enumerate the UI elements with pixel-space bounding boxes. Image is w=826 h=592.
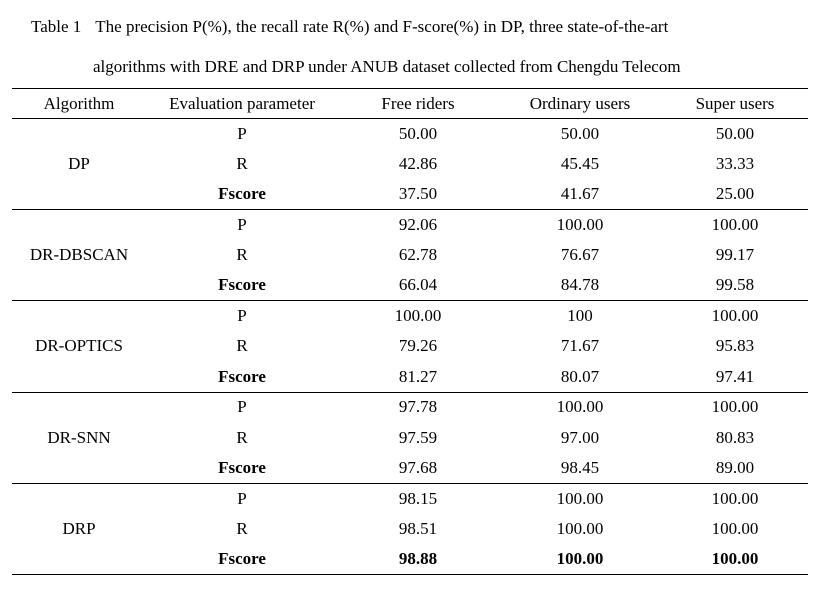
caption-line-1 <box>31 17 668 37</box>
cell-super: 80.83 <box>715 427 755 447</box>
cell-ordinary: 76.67 <box>560 245 600 265</box>
cell-super: 50.00 <box>715 123 755 143</box>
cell-super: 100.00 <box>711 548 759 568</box>
group-dr-optics <box>12 301 808 392</box>
header-algorithm: Algorithm <box>12 89 146 119</box>
group-drp <box>12 483 808 574</box>
cell-free: 97.59 <box>398 427 438 447</box>
cell-free: 81.27 <box>398 366 438 386</box>
cell-ordinary: 100.00 <box>556 518 604 538</box>
param-fscore: Fscore <box>218 548 266 568</box>
table-row <box>12 119 808 149</box>
param-p: P <box>237 215 247 235</box>
cell-super: 25.00 <box>715 184 755 204</box>
header-parameter: Evaluation parameter <box>146 89 338 119</box>
cell-free: 98.88 <box>398 548 438 568</box>
param-r: R <box>236 245 248 265</box>
cell-ordinary: 41.67 <box>560 184 600 204</box>
algorithm-name: DR-OPTICS <box>35 336 123 356</box>
cell-free: 100.00 <box>394 306 442 326</box>
cell-ordinary: 84.78 <box>560 275 600 295</box>
cell-super: 100.00 <box>711 397 759 417</box>
group-dr-snn <box>12 392 808 483</box>
param-r: R <box>236 427 248 447</box>
cell-super: 33.33 <box>715 154 755 174</box>
table-row <box>12 392 808 422</box>
algorithm-name: DR-DBSCAN <box>29 245 129 265</box>
cell-super: 95.83 <box>715 336 755 356</box>
param-r: R <box>236 518 248 538</box>
cell-ordinary: 97.00 <box>560 427 600 447</box>
header-row <box>12 89 808 119</box>
cell-free: 66.04 <box>398 275 438 295</box>
caption-line-2: algorithms with DRE and DRP under ANUB dataset collected from Chengdu Telecom <box>93 57 681 76</box>
cell-ordinary: 71.67 <box>560 336 600 356</box>
param-r: R <box>236 336 248 356</box>
cell-super: 100.00 <box>711 306 759 326</box>
param-p: P <box>237 306 247 326</box>
cell-super: 97.41 <box>715 366 755 386</box>
param-fscore: Fscore <box>218 184 266 204</box>
param-fscore: Fscore <box>218 366 266 386</box>
cell-free: 50.00 <box>398 123 438 143</box>
cell-ordinary: 50.00 <box>560 123 600 143</box>
cell-super: 100.00 <box>711 488 759 508</box>
cell-super: 100.00 <box>711 215 759 235</box>
cell-ordinary: 100.00 <box>556 397 604 417</box>
param-fscore: Fscore <box>218 457 266 477</box>
group-dr-dbscan <box>12 210 808 301</box>
cell-free: 98.15 <box>398 488 438 508</box>
algorithm-name: DRP <box>62 518 96 538</box>
cell-ordinary: 100.00 <box>556 548 604 568</box>
table-row <box>12 483 808 513</box>
table-row <box>12 301 808 331</box>
cell-super: 99.58 <box>715 275 755 295</box>
cell-ordinary: 80.07 <box>560 366 600 386</box>
cell-ordinary: 100 <box>567 306 593 326</box>
param-p: P <box>237 488 247 508</box>
header-ordinary-users: Ordinary users <box>498 89 662 119</box>
param-r: R <box>236 154 248 174</box>
cell-super: 89.00 <box>715 457 755 477</box>
table-row <box>12 210 808 240</box>
cell-free: 62.78 <box>398 245 438 265</box>
cell-free: 97.78 <box>398 397 438 417</box>
cell-free: 97.68 <box>398 457 438 477</box>
cell-ordinary: 98.45 <box>560 457 600 477</box>
algorithm-name: DR-SNN <box>47 427 111 447</box>
cell-free: 79.26 <box>398 336 438 356</box>
param-fscore: Fscore <box>218 275 266 295</box>
cell-free: 42.86 <box>398 154 438 174</box>
cell-free: 98.51 <box>398 518 438 538</box>
cell-free: 37.50 <box>398 184 438 204</box>
group-dp <box>12 119 808 210</box>
param-p: P <box>237 397 247 417</box>
cell-free: 92.06 <box>398 215 438 235</box>
cell-super: 99.17 <box>715 245 755 265</box>
cell-ordinary: 100.00 <box>556 488 604 508</box>
results-table <box>12 88 808 575</box>
header-super-users: Super users <box>662 89 808 119</box>
header-free-riders: Free riders <box>338 89 498 119</box>
caption-number: Table 1 <box>31 17 82 36</box>
algorithm-name: DP <box>68 154 90 174</box>
caption-text-1: The precision P(%), the recall rate R(%) and F-score(%) in DP, three state-of-the-art <box>95 17 669 36</box>
cell-ordinary: 45.45 <box>560 154 600 174</box>
cell-super: 100.00 <box>711 518 759 538</box>
param-p: P <box>237 123 247 143</box>
cell-ordinary: 100.00 <box>556 215 604 235</box>
